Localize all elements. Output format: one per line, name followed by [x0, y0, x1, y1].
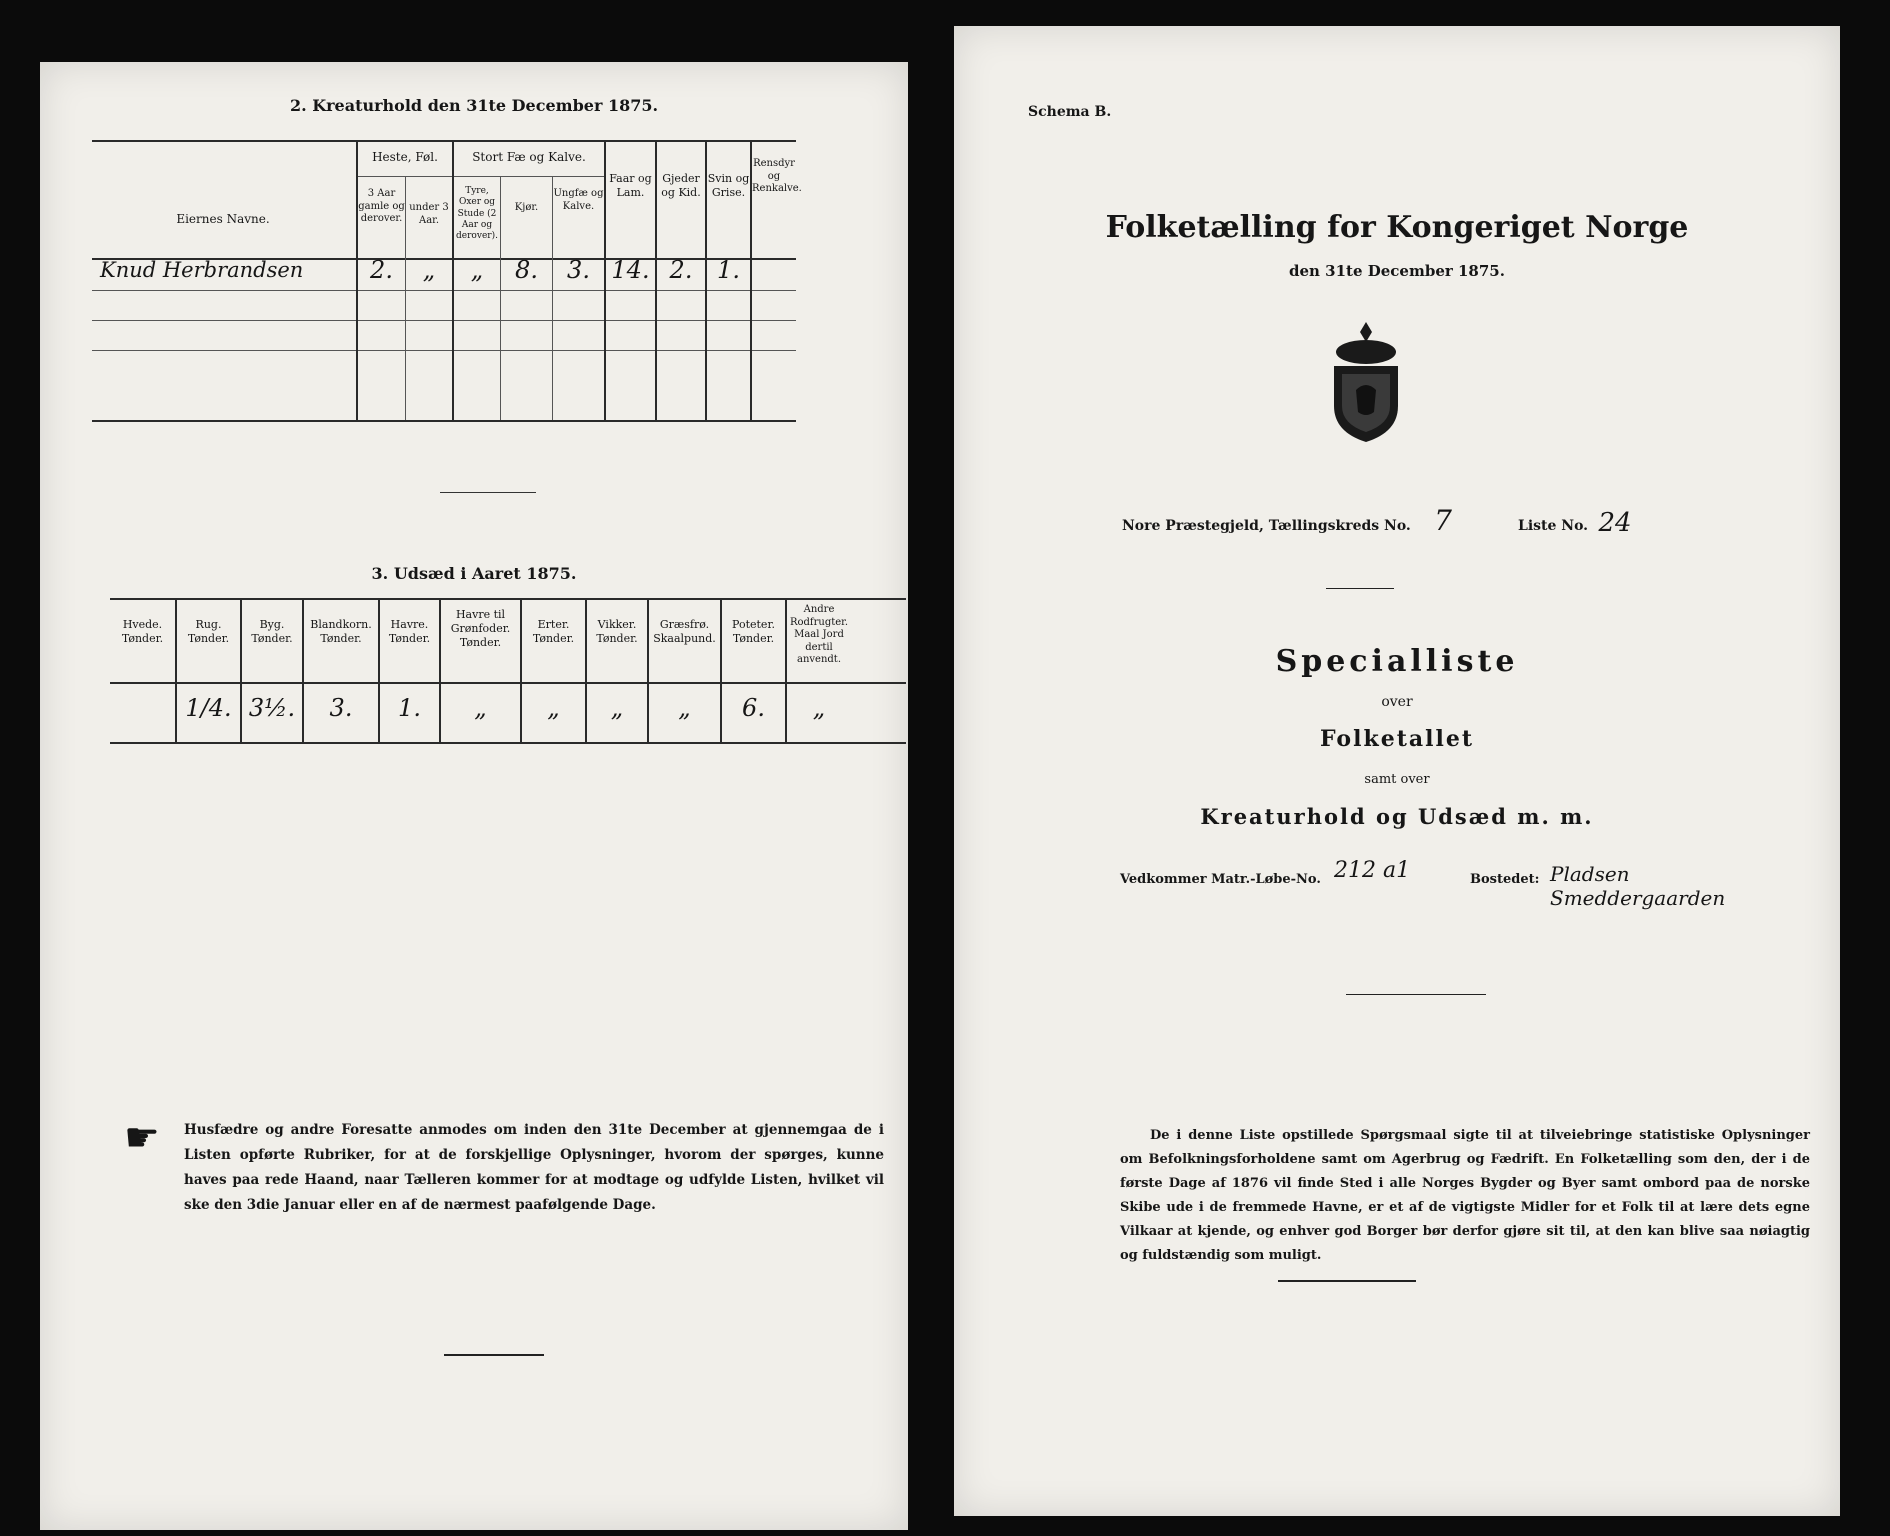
- udsaed-value-2: 3½.: [248, 694, 296, 722]
- census-title: Folketælling for Kongeriget Norge: [1105, 210, 1689, 245]
- udsaed-header-10: Andre Rodfrugter. Maal Jord dertil anvendt.: [789, 604, 849, 665]
- table3-bottom-rule: [110, 742, 906, 744]
- udsaed-header-1: Rug. Tønder.: [187, 618, 230, 645]
- header-faar: Faar og Lam.: [609, 172, 652, 199]
- value-svin: 1.: [717, 256, 740, 284]
- kreaturhold-label: Kreaturhold og Udsæd m. m.: [1200, 804, 1594, 829]
- udsaed-header-5: Havre til Grønfoder. Tønder.: [450, 608, 511, 649]
- header-rensdyr: Rensdyr og Renkalve.: [752, 158, 802, 194]
- udsaed-header-8: Græsfrø. Skaalpund.: [653, 618, 716, 645]
- specialliste-title: Specialliste: [1275, 644, 1519, 679]
- matr-label: Vedkommer Matr.-Løbe-No.: [1120, 872, 1321, 887]
- liste-label: Liste No.: [1518, 518, 1589, 534]
- folketallet-label: Folketallet: [1320, 726, 1474, 752]
- udsaed-header-9: Poteter. Tønder.: [732, 618, 775, 645]
- udsaed-value-1: 1/4.: [185, 694, 232, 722]
- value-stort-c: 3.: [567, 256, 590, 284]
- liste-number: 24: [1598, 508, 1632, 538]
- value-heste-b: „: [422, 256, 436, 284]
- over-label: over: [1381, 694, 1413, 710]
- owner-name: Knud Herbrandsen: [100, 258, 304, 282]
- prestegjeld-label: Nore Præstegjeld, Tællingskreds No.: [1122, 518, 1411, 534]
- udsaed-header-0: Hvede. Tønder.: [121, 618, 164, 645]
- coat-of-arms-icon: [1326, 320, 1406, 444]
- udsaed-value-3: 3.: [329, 694, 353, 722]
- header-stort: Stort Fæ og Kalve.: [472, 150, 586, 164]
- left-page: [40, 62, 908, 1530]
- udsaed-value-4: 1.: [398, 694, 421, 722]
- info-paragraph: De i denne Liste opstillede Spørgsmaal sigte til at tilveiebringe statistiske Oplysninger om Befolkningsforholdene samt om Agerbrug og Fædrift. En Folketælling som den, der i de første Dage af 1876 vil finde Sted i alle Norges Bygder og Byer samt ombord paa de norske Skibe ude i de fremmede Havne, er et af de vigtigste Midler for et Folk til at lære dets egne Vilkaar at kjende, og enhver god Borger bør derfor gjøre sit til, at den kan blive saa nøiagtig og fuldstændig som muligt.: [1120, 1128, 1810, 1263]
- udsaed-value-8: „: [678, 694, 691, 722]
- value-faar: 14.: [611, 256, 650, 284]
- udsaed-value-9: 6.: [742, 694, 765, 722]
- census-date: den 31te December 1875.: [1289, 262, 1505, 280]
- udsaed-value-5: „: [474, 694, 487, 722]
- udsaed-value-10: „: [812, 694, 826, 722]
- header-owner: Eiernes Navne.: [176, 212, 270, 226]
- header-stort-c: Ungfæ og Kalve.: [553, 188, 604, 212]
- bosted-label: Bostedet:: [1470, 872, 1540, 887]
- table2-bottom-rule: [92, 420, 796, 422]
- udsaed-value-6: „: [547, 694, 560, 722]
- udsaed-header-7: Vikker. Tønder.: [596, 618, 638, 645]
- header-stort-b: Kjør.: [514, 202, 539, 213]
- samt-over-label: samt over: [1364, 772, 1430, 787]
- bosted-value: Pladsen Smeddergaarden: [1550, 862, 1726, 910]
- header-stort-a: Tyre, Oxer og Stude (2 Aar og derover).: [456, 186, 498, 241]
- header-gjeder: Gjeder og Kid.: [661, 172, 701, 199]
- udsaed-header-6: Erter. Tønder.: [532, 618, 575, 645]
- pointing-hand-icon: ☛: [124, 1115, 160, 1161]
- udsaed-header-3: Blandkorn. Tønder.: [310, 618, 372, 645]
- header-svin: Svin og Grise.: [707, 172, 750, 199]
- udsaed-value-7: „: [610, 694, 624, 722]
- schema-label: Schema B.: [1028, 104, 1112, 120]
- value-stort-b: 8.: [515, 256, 538, 284]
- value-gjeder: 2.: [669, 256, 693, 284]
- kreds-number: 7: [1434, 504, 1452, 537]
- header-heste-b: under 3 Aar.: [409, 202, 449, 226]
- value-heste-a: 2.: [370, 256, 393, 284]
- section3-title: 3. Udsæd i Aaret 1875.: [371, 564, 577, 583]
- value-stort-a: „: [470, 256, 484, 284]
- udsaed-header-4: Havre. Tønder.: [388, 618, 431, 645]
- udsaed-header-2: Byg. Tønder.: [251, 618, 293, 645]
- section2-title: 2. Kreaturhold den 31te December 1875.: [289, 96, 659, 115]
- notice-text: Husfædre og andre Foresatte anmodes om inden den 31te December at gjennemgaa de i Listen opførte Rubriker, for at de forskjellige Oplysninger, hvorom der spørges, kunne haves paa rede Haand, naar Tælleren kommer for at modtage og udfylde Listen, hvilket vil ske den 3die Januar eller en af de nærmest paafølgende Dage.: [184, 1122, 884, 1213]
- header-heste: Heste, Føl.: [372, 150, 438, 164]
- matr-value: 212 a1: [1334, 858, 1411, 883]
- header-heste-a: 3 Aar gamle og derover.: [358, 188, 405, 224]
- table2-top-rule: [92, 140, 796, 142]
- right-page: [954, 26, 1840, 1516]
